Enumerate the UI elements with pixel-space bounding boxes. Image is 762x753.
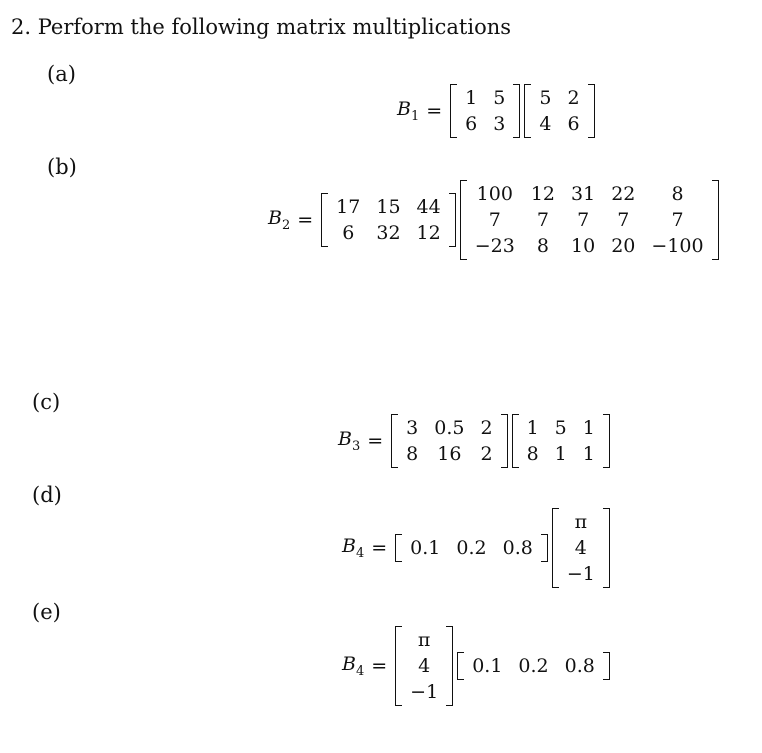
matrix-entry: 100 xyxy=(476,183,513,205)
equals-sign: = xyxy=(371,655,388,677)
matrix-entry: 15 xyxy=(376,196,401,218)
matrix xyxy=(450,84,520,138)
matrix-entry: π xyxy=(574,511,588,533)
matrix-entry: 6 xyxy=(567,113,580,135)
matrix xyxy=(457,652,610,680)
right-bracket xyxy=(603,652,610,680)
equation-b3 xyxy=(338,414,612,468)
matrix-entry: 5 xyxy=(554,417,567,439)
matrix-entry: 6 xyxy=(342,222,355,244)
matrix-entry: −23 xyxy=(474,235,515,257)
matrix-entry: 3 xyxy=(493,113,506,135)
equals-sign: = xyxy=(371,537,388,559)
right-bracket xyxy=(588,84,595,138)
matrix-name: $B_4$ xyxy=(342,535,365,561)
matrix-entry: 2 xyxy=(480,443,493,465)
matrix-entry: 0.8 xyxy=(564,655,595,677)
part-d-label: (d) xyxy=(32,483,62,507)
matrix-entry: −100 xyxy=(651,235,704,257)
equation-b1 xyxy=(397,84,597,138)
part-c-label: (c) xyxy=(32,390,61,414)
matrix-entry: 17 xyxy=(336,196,361,218)
matrix-entry: 7 xyxy=(488,209,501,231)
equation-b4-e xyxy=(342,626,612,706)
matrix xyxy=(460,180,719,260)
left-bracket xyxy=(524,84,531,138)
matrix-name: $B_3$ xyxy=(338,428,361,454)
matrix-entry: 8 xyxy=(536,235,549,257)
problem-heading: 2. Perform the following matrix multiplications xyxy=(11,15,512,39)
left-bracket xyxy=(512,414,519,468)
matrix xyxy=(395,534,548,562)
matrix-entry: 8 xyxy=(671,183,684,205)
matrix-entry: 0.2 xyxy=(518,655,549,677)
left-bracket xyxy=(457,652,464,680)
matrix-name: $B_1$ xyxy=(397,98,420,124)
matrix-entry: −1 xyxy=(410,681,439,703)
matrix-entry: 7 xyxy=(671,209,684,231)
matrix-entry: 4 xyxy=(574,537,587,559)
right-bracket xyxy=(603,508,610,588)
part-e-label: (e) xyxy=(32,600,61,624)
equation-b2 xyxy=(268,180,721,260)
matrix-entry: 1 xyxy=(582,443,595,465)
matrix-entry: 22 xyxy=(611,183,636,205)
right-bracket xyxy=(712,180,719,260)
matrix-entry: 7 xyxy=(577,209,590,231)
equals-sign: = xyxy=(367,430,384,452)
equals-sign: = xyxy=(297,209,314,231)
right-bracket xyxy=(501,414,508,468)
matrix-entry: 0.8 xyxy=(502,537,533,559)
left-bracket xyxy=(395,534,402,562)
matrix xyxy=(524,84,594,138)
left-bracket xyxy=(321,193,328,247)
left-bracket xyxy=(450,84,457,138)
matrix-entry: 2 xyxy=(567,87,580,109)
matrix-entry: 1 xyxy=(526,417,539,439)
matrix-entry: 0.1 xyxy=(410,537,441,559)
matrix xyxy=(512,414,610,468)
matrix xyxy=(395,626,453,706)
matrix-entry: 1 xyxy=(554,443,567,465)
matrix-entry: −1 xyxy=(566,563,595,585)
matrix-name: $B_4$ xyxy=(342,653,365,679)
matrix-entry: 7 xyxy=(617,209,630,231)
matrix-entry: 0.1 xyxy=(472,655,503,677)
matrix-entry: 8 xyxy=(406,443,419,465)
matrix-entry: 5 xyxy=(493,87,506,109)
matrix-entry: 12 xyxy=(416,222,441,244)
right-bracket xyxy=(603,414,610,468)
matrix-entry: 1 xyxy=(582,417,595,439)
matrix-entry: 10 xyxy=(571,235,596,257)
matrix-entry: 20 xyxy=(611,235,636,257)
matrix-entry: 32 xyxy=(376,222,401,244)
right-bracket xyxy=(449,193,456,247)
matrix-entry: 0.2 xyxy=(456,537,487,559)
matrix-entry: 1 xyxy=(465,87,478,109)
matrix-entry: 0.5 xyxy=(434,417,465,439)
part-b-label: (b) xyxy=(47,155,77,179)
matrix-entry: 8 xyxy=(526,443,539,465)
matrix-name: $B_2$ xyxy=(268,207,291,233)
matrix-entry: 31 xyxy=(571,183,596,205)
matrix-entry: 16 xyxy=(437,443,462,465)
matrix xyxy=(391,414,507,468)
matrix-entry: 4 xyxy=(418,655,431,677)
right-bracket xyxy=(446,626,453,706)
matrix-entry: 6 xyxy=(465,113,478,135)
left-bracket xyxy=(395,626,402,706)
matrix-entry: 44 xyxy=(416,196,441,218)
equation-b4-d xyxy=(342,508,612,588)
right-bracket xyxy=(541,534,548,562)
left-bracket xyxy=(460,180,467,260)
matrix xyxy=(552,508,610,588)
right-bracket xyxy=(513,84,520,138)
matrix xyxy=(321,193,456,247)
part-a-label: (a) xyxy=(47,62,76,86)
matrix-entry: 4 xyxy=(539,113,552,135)
matrix-entry: 5 xyxy=(539,87,552,109)
matrix-entry: 3 xyxy=(406,417,419,439)
matrix-entry: 12 xyxy=(530,183,556,205)
equals-sign: = xyxy=(426,100,443,122)
matrix-entry: π xyxy=(417,629,431,651)
matrix-entry: 7 xyxy=(536,209,549,231)
left-bracket xyxy=(391,414,398,468)
matrix-entry: 2 xyxy=(480,417,493,439)
left-bracket xyxy=(552,508,559,588)
